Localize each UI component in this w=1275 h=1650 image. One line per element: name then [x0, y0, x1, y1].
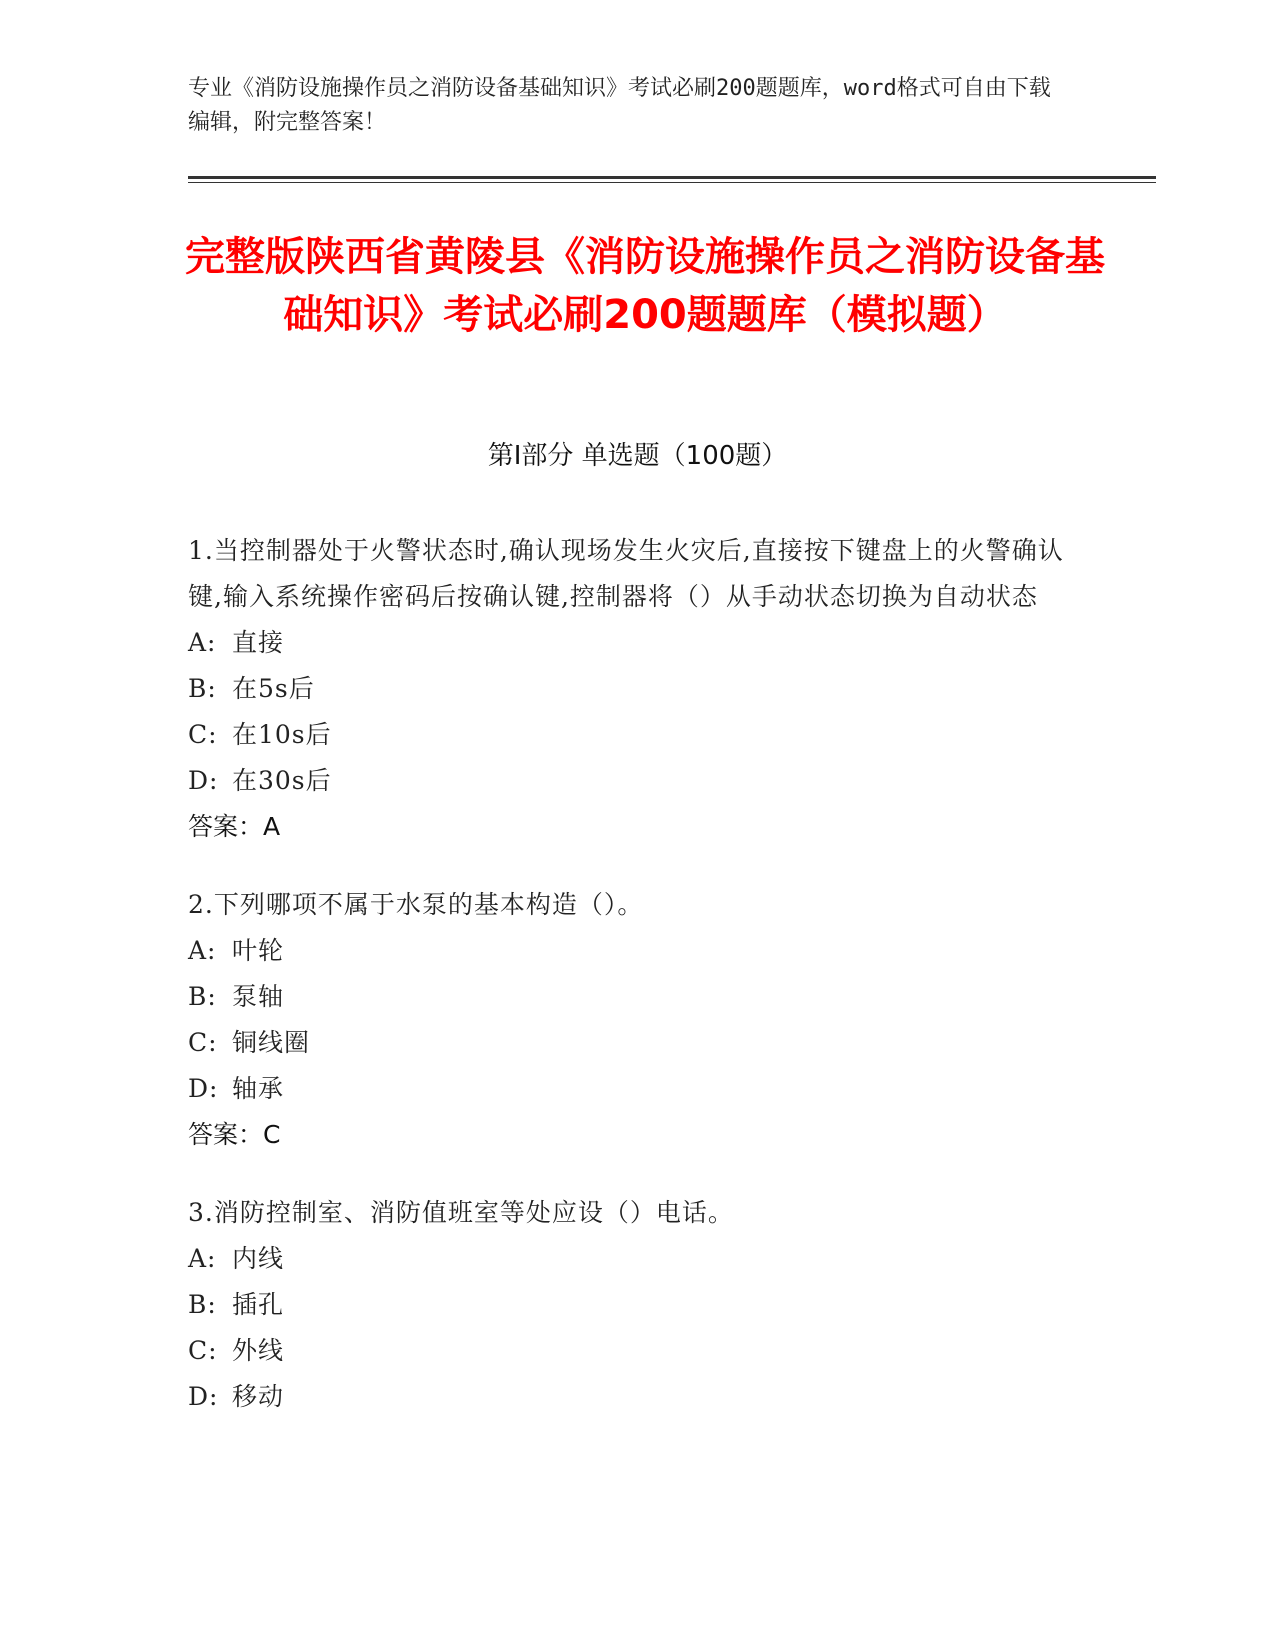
option-a: [188, 620, 1068, 666]
option-text: 泵轴: [232, 982, 285, 1011]
option-c: [188, 712, 1068, 758]
option-key: A:: [188, 936, 217, 965]
answer-line: 答案：C: [188, 1120, 281, 1149]
question-3: [188, 1190, 1068, 1420]
question-stem: 2.下列哪项不属于水泵的基本构造（）。: [188, 890, 644, 919]
option-text: 移动: [232, 1382, 285, 1411]
question-1: [188, 528, 1068, 850]
option-a: [188, 1236, 1068, 1282]
option-text: 在5s后: [232, 674, 315, 703]
option-key: D:: [188, 1074, 219, 1103]
option-key: D:: [188, 1382, 219, 1411]
option-key: C:: [188, 1336, 218, 1365]
option-c: [188, 1328, 1068, 1374]
option-key: B:: [188, 1290, 217, 1319]
option-key: C:: [188, 1028, 218, 1057]
question-list: [188, 528, 1068, 1452]
question-2: [188, 882, 1068, 1158]
option-b: [188, 974, 1068, 1020]
option-key: D:: [188, 766, 219, 795]
option-key: A:: [188, 628, 217, 657]
question-stem: 3.消防控制室、消防值班室等处应设（）电话。: [188, 1198, 734, 1227]
option-key: B:: [188, 674, 217, 703]
header-divider-thick: [188, 176, 1156, 179]
option-b: [188, 666, 1068, 712]
option-text: 在30s后: [232, 766, 332, 795]
option-b: [188, 1282, 1068, 1328]
option-text: 直接: [232, 628, 285, 657]
section-heading: 第I部分 单选题（100题）: [487, 441, 788, 471]
answer-line: 答案：A: [188, 812, 281, 841]
option-text: 轴承: [232, 1074, 285, 1103]
option-key: B:: [188, 982, 217, 1011]
option-d: [188, 1066, 1068, 1112]
option-text: 插孔: [232, 1290, 285, 1319]
document-title: 完整版陕西省黄陵县《消防设施操作员之消防设备基础知识》考试必刷200题题库（模拟题）: [185, 234, 1105, 338]
option-text: 铜线圈: [232, 1028, 311, 1057]
option-text: 叶轮: [232, 936, 285, 965]
option-text: 内线: [232, 1244, 285, 1273]
option-a: [188, 928, 1068, 974]
header-note: 专业《消防设施操作员之消防设备基础知识》考试必刷200题题库，word格式可自由下载编辑，附完整答案！: [188, 76, 1051, 135]
option-d: [188, 758, 1068, 804]
option-text: 在10s后: [232, 720, 332, 749]
option-text: 外线: [232, 1336, 285, 1365]
option-c: [188, 1020, 1068, 1066]
header-divider-thin: [188, 182, 1156, 183]
option-key: C:: [188, 720, 218, 749]
question-stem: 1.当控制器处于火警状态时,确认现场发生火灾后,直接按下键盘上的火警确认键,输入系统操作密码后按确认键,控制器将（）从手动状态切换为自动状态: [188, 536, 1064, 611]
option-key: A:: [188, 1244, 217, 1273]
option-d: [188, 1374, 1068, 1420]
